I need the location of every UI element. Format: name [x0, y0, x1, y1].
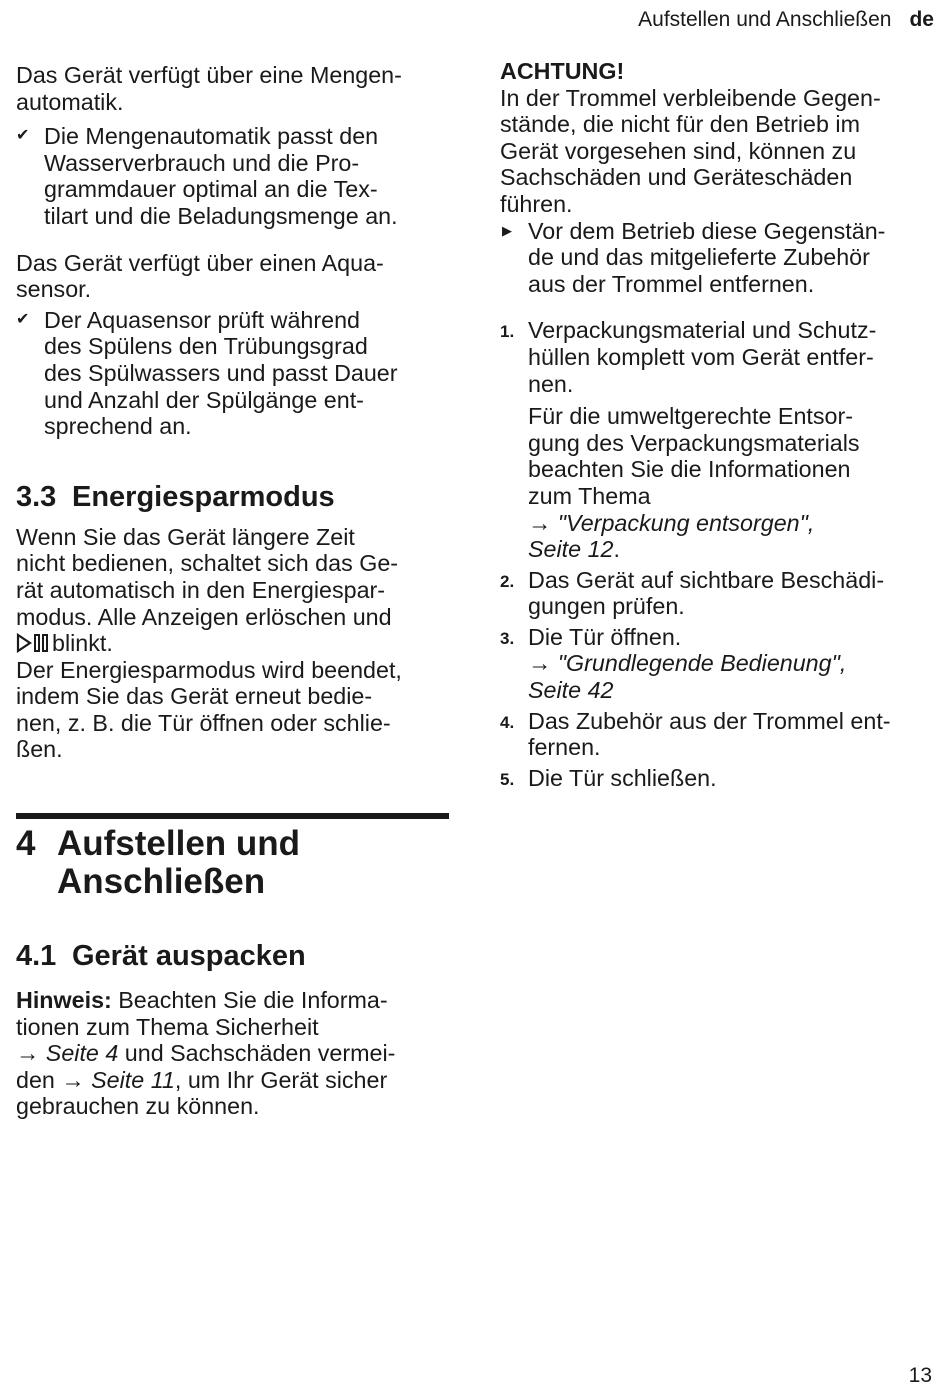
check-item-aquasensor: ✔ Der Aquasensor prüft während des Spülens den Trübungsgrad des Spülwassers und passt Dauer und Anzahl der Spülgänge ent- sprechend an. [16, 306, 398, 440]
section-heading-3-3: 3.3 Energiesparmodus [16, 480, 335, 513]
left-column [16, 58, 449, 1120]
link-grundlegende-bedienung[interactable]: "Grundlegende Bedienung", Seite 42 [528, 650, 847, 704]
step-3: 3. Die Tür öffnen. → "Grundlegende Bedienung", Seite 42 [500, 623, 847, 704]
header-section-title: Aufstellen und Anschließen [638, 8, 892, 31]
arrow-right-icon: → [16, 1040, 40, 1067]
page-number: 13 [908, 1364, 932, 1387]
link-seite-11[interactable]: Seite 11 [91, 1066, 175, 1093]
arrow-right-icon: → [61, 1066, 85, 1093]
chapter-heading-4: 4 Aufstellen und Anschließen [16, 813, 449, 901]
paragraph-aquasensor: Das Gerät verfügt über einen Aqua- sensor. [16, 249, 384, 303]
link-verpackung-entsorgen[interactable]: "Verpackung entsorgen", Seite 12 [528, 509, 815, 563]
step-1-info: Für die umweltgerechte Entsor- gung des Verpackungsmaterials beachten Sie die Informationen zum Thema → "Verpackung entsorgen", Seite 12. [528, 403, 860, 563]
page-header [638, 8, 934, 32]
step-4: 4. Das Zubehör aus der Trommel ent- fernen. [500, 707, 891, 761]
achtung-bullet: ▶ Vor dem Betrieb diese Gegenstän- de und das mitgelieferte Zubehör aus der Trommel entfernen. [502, 217, 886, 297]
achtung-text: In der Trommel verbleibende Gegen- stände, die nicht für den Betrieb im Gerät vorgesehen sind, können zu Sachschäden und Geräteschäden führen. [500, 84, 881, 217]
achtung-label: ACHTUNG! [500, 58, 625, 84]
section-heading-4-1: 4.1 Gerät auspacken [16, 940, 306, 973]
paragraph-mengenautomatik: Das Gerät verfügt über eine Mengen- automatik. [16, 62, 402, 115]
header-language: de [909, 8, 934, 31]
right-column [500, 58, 934, 791]
triangle-bullet-icon: ▶ [502, 222, 512, 238]
hinweis-note: Hinweis: Beachten Sie die Informa- tionen zum Thema Sicherheit → Seite 4 und Sachschäden vermei- den → Seite 11, um Ihr Gerät sicher gebrauchen zu können. [16, 987, 396, 1120]
step-1: 1. Verpackungsmaterial und Schutz- hüllen komplett vom Gerät entfer- nen. Für die umweltgerechte Entsor- gung des Verpackungsmaterials beachten Sie die Informationen zum Thema → "Verpackung entsorgen", Seite 12. [500, 317, 934, 562]
checkmark-icon: ✔ [16, 310, 30, 328]
check-item-mengenautomatik: ✔ Die Mengenautomatik passt den Wasserverbrauch und die Pro- grammdauer optimal an die Tex- tilart und die Beladungsmenge an. [16, 123, 398, 229]
step-5: 5. Die Tür schließen. [500, 764, 717, 791]
checkmark-icon: ✔ [16, 127, 30, 145]
arrow-right-icon: → [528, 650, 552, 677]
step-2: 2. Das Gerät auf sichtbare Beschädi- gungen prüfen. [500, 566, 885, 620]
link-seite-4[interactable]: Seite 4 [45, 1040, 119, 1067]
paragraph-energiesparmodus: Wenn Sie das Gerät längere Zeit nicht bedienen, schaltet sich das Ge- rät automatisch in den Energiespar- modus. Alle Anzeigen erlöschen und blinkt. Der Energiesparmodus wird beendet, indem Sie das Gerät erneut bedie- nen, z. B. die Tür öffnen oder schlie- ßen. [16, 523, 402, 763]
start-pause-icon [16, 632, 52, 652]
arrow-right-icon: → [528, 509, 552, 536]
